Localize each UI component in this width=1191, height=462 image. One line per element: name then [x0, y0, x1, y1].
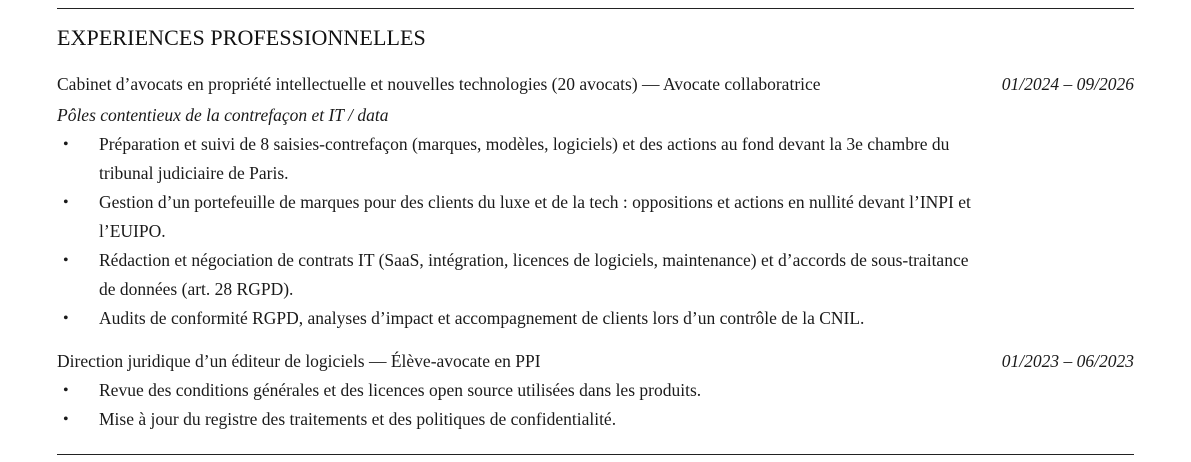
job-heading-row	[57, 350, 1134, 372]
top-divider	[57, 8, 1134, 9]
bullet-text: Mise à jour du registre des traitements et des politiques de confidentialité.	[99, 409, 617, 429]
list-item	[57, 130, 987, 188]
bullet-text: Audits de conformité RGPD, analyses d’impact et accompagnement de clients lors d’un contrôle de la CNIL.	[99, 308, 865, 328]
list-item	[57, 376, 987, 405]
bullet-text: Gestion d’un portefeuille de marques pour des clients du luxe et de la tech : oppositions et actions en nullité devant l’INPI et l’EUIPO.	[99, 192, 971, 241]
bullet-text: Préparation et suivi de 8 saisies-contrefaçon (marques, modèles, logiciels) et des actions au fond devant la 3e chambre du tribunal judiciaire de Paris.	[99, 134, 950, 183]
section-title: EXPERIENCES PROFESSIONNELLES	[57, 25, 426, 50]
bullet-icon: •	[63, 136, 69, 153]
bullet-icon: •	[63, 252, 69, 269]
job-dates: 01/2023 – 06/2023	[1001, 351, 1134, 371]
bullet-icon: •	[63, 411, 69, 428]
list-item	[57, 405, 987, 434]
bullet-icon: •	[63, 310, 69, 327]
list-item	[57, 246, 987, 304]
job-subtitle: Pôles contentieux de la contrefaçon et IT / data	[57, 105, 389, 125]
job-bullet-list	[57, 130, 987, 333]
bullet-icon: •	[63, 194, 69, 211]
bullet-text: Revue des conditions générales et des licences open source utilisées dans les produits.	[99, 380, 702, 400]
bullet-text: Rédaction et négociation de contrats IT (SaaS, intégration, licences de logiciels, maintenance) et d’accords de sous-traitance de données (art. 28 RGPD).	[99, 250, 969, 299]
job-dates: 01/2024 – 09/2026	[1001, 74, 1134, 94]
list-item	[57, 304, 987, 333]
job-bullet-list	[57, 376, 987, 434]
list-item	[57, 188, 987, 246]
job-heading: Cabinet d’avocats en propriété intellectuelle et nouvelles technologies (20 avocats) — Avocate collaboratrice	[57, 74, 821, 94]
job-heading: Direction juridique d’un éditeur de logiciels — Élève-avocate en PPI	[57, 351, 541, 371]
job-heading-row	[57, 73, 1134, 95]
bottom-divider	[57, 454, 1134, 455]
bullet-icon: •	[63, 382, 69, 399]
